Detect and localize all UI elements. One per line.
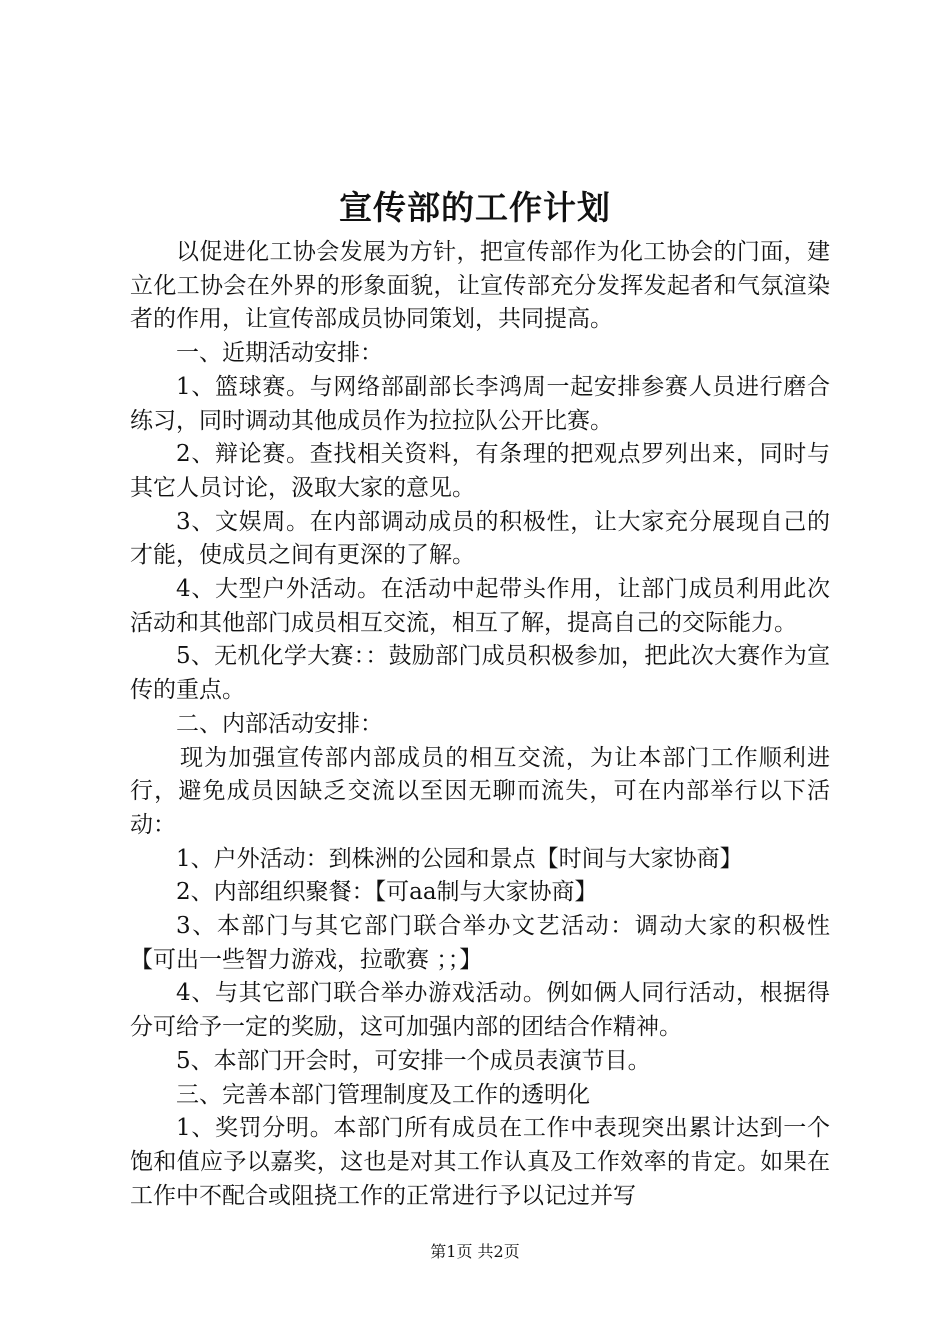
section-heading-internal-activities: 二、内部活动安排： (176, 710, 383, 737)
paragraph-chemistry-contest: 5、无机化学大赛：：鼓励部门成员积极参加，把此次大赛作为宣传的重点。 (130, 643, 830, 704)
page-footer: 第1页 共2页 (430, 1242, 520, 1261)
paragraph-debate: 2、辩论赛。查找相关资料，有条理的把观点罗列出来，同时与其它人员讨论，汲取大家的意见。 (130, 441, 830, 501)
document-title: 宣传部的工作计划 (339, 188, 611, 227)
paragraph-entertainment-week: 3、文娱周。在内部调动成员的积极性，让大家充分展现自己的才能，使成员之间有更深的了解。 (130, 508, 830, 569)
paragraph-internal-outdoor: 1、户外活动：到株洲的公园和景点【时间与大家协商】 (176, 845, 743, 872)
paragraph-internal-intro: 现为加强宣传部内部成员的相互交流，为让本部门工作顺利进行，避免成员因缺乏交流以至因无聊而流失，可在内部举行以下活动： (130, 744, 830, 838)
paragraph-intro: 以促进化工协会发展为方针，把宣传部作为化工协会的门面，建立化工协会在外界的形象面貌，让宣传部充分发挥发起者和气氛渲染者的作用，让宣传部成员协同策划，共同提高。 (130, 239, 830, 333)
paragraph-rewards-penalties: 1、奖罚分明。本部门所有成员在工作中表现突出累计达到一个饱和值应予以嘉奖，这也是对其工作认真及工作效率的肯定。如果在工作中不配合或阻挠工作的正常进行予以记过并写 (130, 1115, 830, 1209)
section-heading-management: 三、完善本部门管理制度及工作的透明化 (176, 1081, 590, 1108)
section-heading-recent-activities: 一、近期活动安排： (176, 340, 383, 367)
document-body (130, 236, 830, 1213)
paragraph-joint-games: 4、与其它部门联合举办游戏活动。例如俩人同行活动，根据得分可给予一定的奖励，这可加强内部的团结合作精神。 (130, 980, 830, 1041)
paragraph-joint-arts: 3、本部门与其它部门联合举办文艺活动：调动大家的积极性【可出一些智力游戏，拉歌赛 ；；】 (130, 913, 830, 973)
paragraph-outdoor-activity: 4、大型户外活动。在活动中起带头作用，让部门成员利用此次活动和其他部门成员相互交流，相互了解，提高自己的交际能力。 (130, 576, 830, 636)
paragraph-meeting-performance: 5、本部门开会时，可安排一个成员表演节目。 (176, 1047, 651, 1074)
paragraph-basketball: 1、篮球赛。与网络部副部长李鸿周一起安排参赛人员进行磨合练习，同时调动其他成员作为拉拉队公开比赛。 (130, 373, 830, 434)
paragraph-internal-dinner: 2、内部组织聚餐：【可aa制与大家协商】 (176, 879, 598, 906)
